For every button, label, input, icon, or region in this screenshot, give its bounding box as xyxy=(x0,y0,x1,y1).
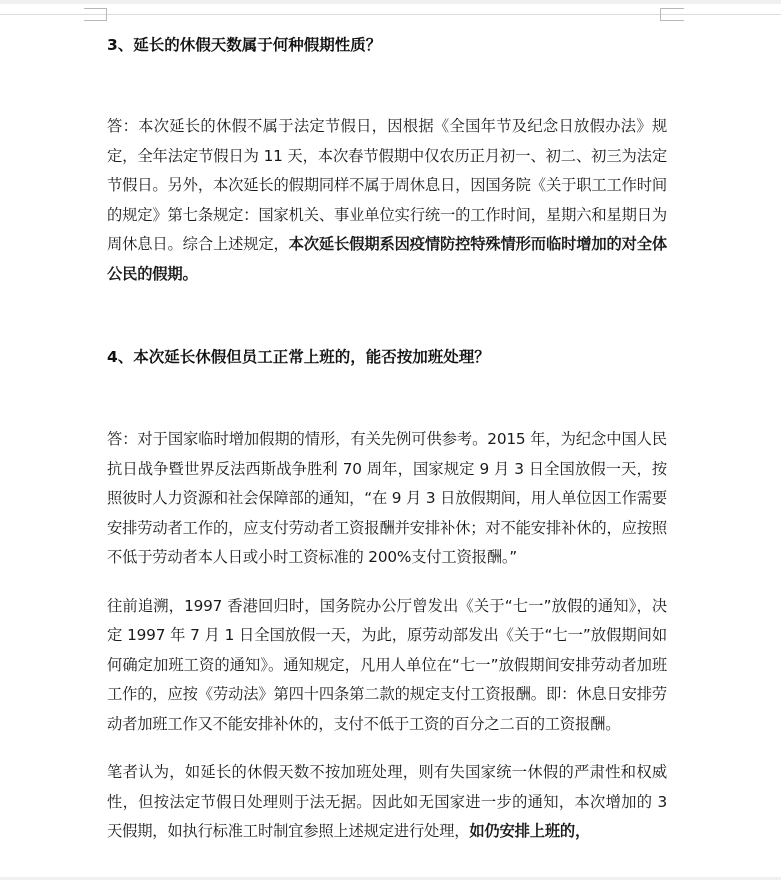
answer-4-paragraph-2: 往前追溯，1997 香港回归时，国务院办公厅曾发出《关于“七一”放假的通知》，决定 1997 年 7 月 1 日全国放假一天，为此，原劳动部发出《关于“七一”放假期间如何确定加班工资的通知》。通知规定，凡用人单位在“七一”放假期间安排劳动者加班工作的，应按《劳动法》第四十四条第二款的规定支付工资报酬。即：休息日安排劳动者加班工作又不能安排补休的，支付不低于工资的百分之二百的工资报酬。 xyxy=(107,596,667,733)
right-margin-corner-mark xyxy=(660,8,684,21)
answer-4-paragraph-1: 答：对于国家临时增加假期的情形，有关先例可供参考。2015 年，为纪念中国人民抗日战争暨世界反法西斯战争胜利 70 周年，国家规定 9 月 3 日全国放假一天，按照彼时人力资源和社会保障部的通知，“在 9 月 3 日放假期间，用人单位因工作需要安排劳动者工作的，应支付劳动者工资报酬并安排补休；对不能安排补休的，应按照不低于劳动者本人日或小时工资标准的 200%支付工资报酬。” xyxy=(107,430,667,566)
document-body xyxy=(107,30,667,847)
paragraph-3-text: 笔者认为，如延长的休假天数不按加班处理，则有失国家统一休假的严肃性和权威性，但按法定节假日处理则于法无据。因此如无国家进一步的通知，本次增加的 3 天假期，如执行标准工时制宜参照上述规定进行处理， xyxy=(107,763,667,840)
left-margin-corner-mark xyxy=(84,8,107,21)
answer-4-paragraph-3 xyxy=(107,758,667,847)
paragraph-3-bold-text: 如仍安排上班的， xyxy=(469,822,591,840)
page-top-shadow xyxy=(0,0,781,4)
answer-3-bold-text: 本次延长假期系因疫情防控特殊情形而临时增加的对全体公民的假期。 xyxy=(107,235,667,283)
question-3-heading: 3、延长的休假天数属于何种假期性质？ xyxy=(107,36,382,54)
answer-3-text: 答：本次延长的休假不属于法定节假日，因根据《全国年节及纪念日放假办法》规定，全年法定节假日为 11 天，本次春节假期中仅农历正月初一、初二、初三为法定节假日。另外，本次延长的假期同样不属于周休息日，因国务院《关于职工工作时间的规定》第七条规定：国家机关、事业单位实行统一的工作时间，星期六和星期日为周休息日。综合上述规定， xyxy=(107,117,667,253)
question-4-heading: 4、本次延长休假但员工正常上班的，能否按加班处理？ xyxy=(107,348,490,366)
question-3-answer xyxy=(107,112,667,289)
